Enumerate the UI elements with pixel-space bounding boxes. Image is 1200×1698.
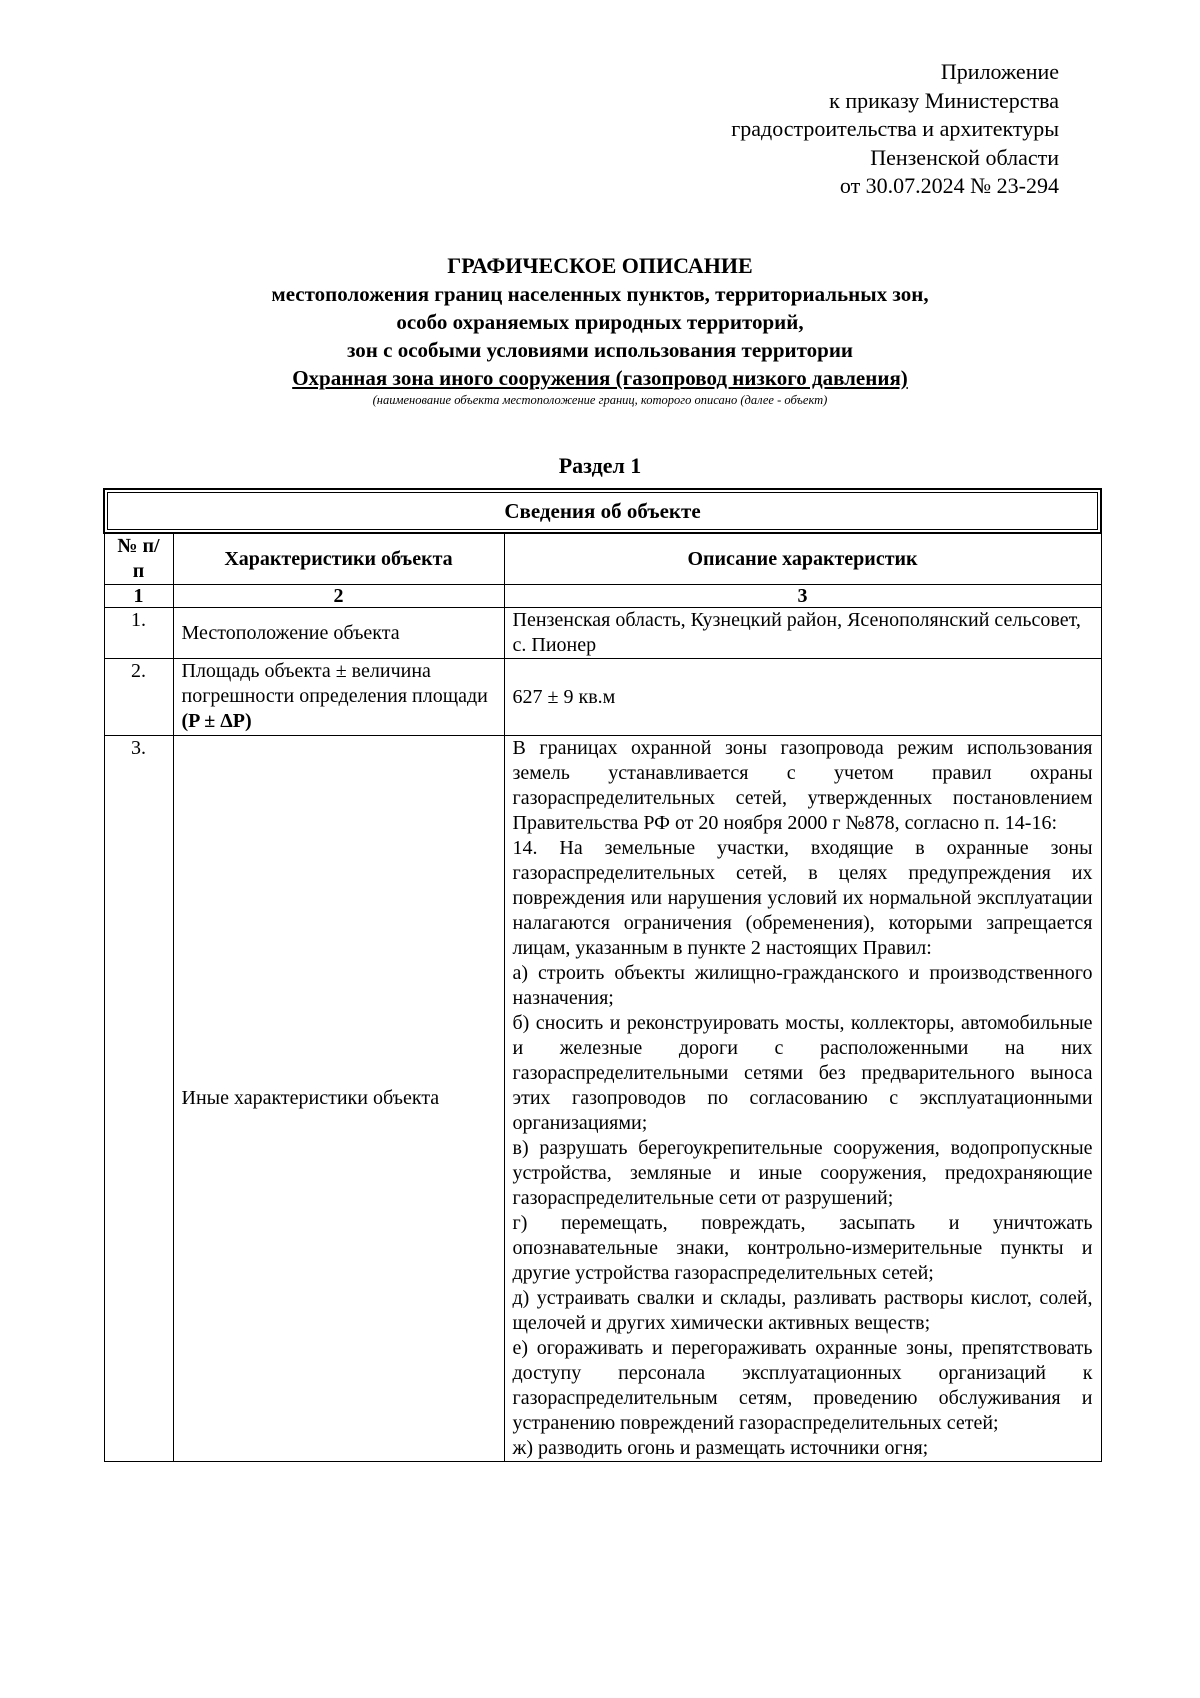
column-number: 1 [104, 585, 173, 608]
column-number: 2 [173, 585, 504, 608]
object-info-table-wrapper [103, 488, 1100, 1462]
row-characteristic: Иные характеристики объекта [173, 736, 504, 1462]
description-paragraph: б) сносить и реконструировать мосты, коллекторы, автомобильные и железные дороги с расположенными на них газораспределительными сетями без предварительного выноса этих газопроводов по согласованию с эксплуатационными организациями; [512, 1012, 1093, 1134]
row-number: 3. [104, 736, 173, 1462]
document-title: ГРАФИЧЕСКОЕ ОПИСАНИЕ [447, 253, 753, 278]
title-line: местоположения границ населенных пунктов, территориальных зон, [271, 282, 929, 306]
appendix-line: от 30.07.2024 № 23-294 [839, 173, 1059, 198]
object-name: Охранная зона иного сооружения (газопровод низкого давления) [292, 366, 908, 390]
row-description: 627 ± 9 кв.м [504, 659, 1101, 736]
document-title-block [100, 252, 1100, 408]
description-paragraph: ж) разводить огонь и размещать источники огня; [512, 1437, 929, 1459]
row-characteristic-formula: (P ± ΔP) [181, 710, 252, 732]
description-paragraph: д) устраивать свалки и склады, разливать растворы кислот, солей, щелочей и других химически активных веществ; [512, 1287, 1093, 1334]
section-title: Раздел 1 [558, 453, 642, 478]
description-paragraph: а) строить объекты жилищно-гражданского и производственного назначения; [512, 962, 1093, 1009]
column-number: 3 [504, 585, 1101, 608]
table-row [104, 608, 1101, 659]
appendix-header [539, 58, 1059, 201]
row-number: 2. [104, 659, 173, 736]
description-paragraph: 14. На земельные участки, входящие в охранные зоны газораспределительных сетей, в целях предупреждения их повреждения или нарушения условий их нормальной эксплуатации налагаются ограничения (обременения), которыми запрещается лицам, указанным в пункте 2 настоящих Правил: [512, 837, 1093, 959]
column-header-characteristic: Характеристики объекта [173, 533, 504, 585]
row-characteristic: Местоположение объекта [173, 608, 504, 659]
appendix-line: Пензенской области [870, 144, 1059, 170]
column-number-row [104, 585, 1101, 608]
appendix-line: к приказу Министерства [829, 87, 1059, 113]
appendix-line: градостроительства и архитектуры [731, 116, 1059, 141]
column-header-number: № п/п [104, 533, 173, 585]
description-paragraph: в) разрушать берегоукрепительные сооружения, водопропускные устройства, земляные и иные сооружения, предохраняющие газораспределительные сети от разрушений; [512, 1137, 1093, 1209]
row-characteristic-cell [173, 659, 504, 736]
column-header-description: Описание характеристик [504, 533, 1101, 585]
table-row [104, 736, 1101, 1462]
row-number: 1. [104, 608, 173, 659]
object-name-note: (наименование объекта местоположение границ, которого описано (далее - объект) [372, 393, 828, 407]
title-line: особо охраняемых природных территорий, [396, 310, 804, 334]
title-line: зон с особыми условиями использования территории [346, 338, 854, 362]
row-characteristic: Площадь объекта ± величина погрешности определения площади [181, 660, 488, 707]
description-paragraph: В границах охранной зоны газопровода режим использования земель устанавливается с учетом правил охраны газораспределительных сетей, утвержденных постановлением Правительства РФ от 20 ноября 2000 г №878, согласно п. 14-16: [512, 737, 1093, 834]
description-paragraph: е) огораживать и перегораживать охранные зоны, препятствовать доступу персонала эксплуатационных организаций к газораспределительным сетям, проведению обслуживания и устранению повреждений газораспределительных сетей; [512, 1337, 1093, 1434]
table-caption-cell [104, 489, 1101, 533]
appendix-line: Приложение [940, 59, 1059, 84]
table-caption: Сведения об объекте [107, 492, 1098, 530]
row-description: Пензенская область, Кузнецкий район, Ясенополянский сельсовет, с. Пионер [504, 608, 1101, 659]
table-header-row [104, 533, 1101, 585]
object-info-table [103, 488, 1102, 1462]
description-paragraph: г) перемещать, повреждать, засыпать и уничтожать опознавательные знаки, контрольно-измерительные пункты и другие устройства газораспределительных сетей; [512, 1212, 1093, 1284]
table-row [104, 659, 1101, 736]
row-description [504, 736, 1101, 1462]
